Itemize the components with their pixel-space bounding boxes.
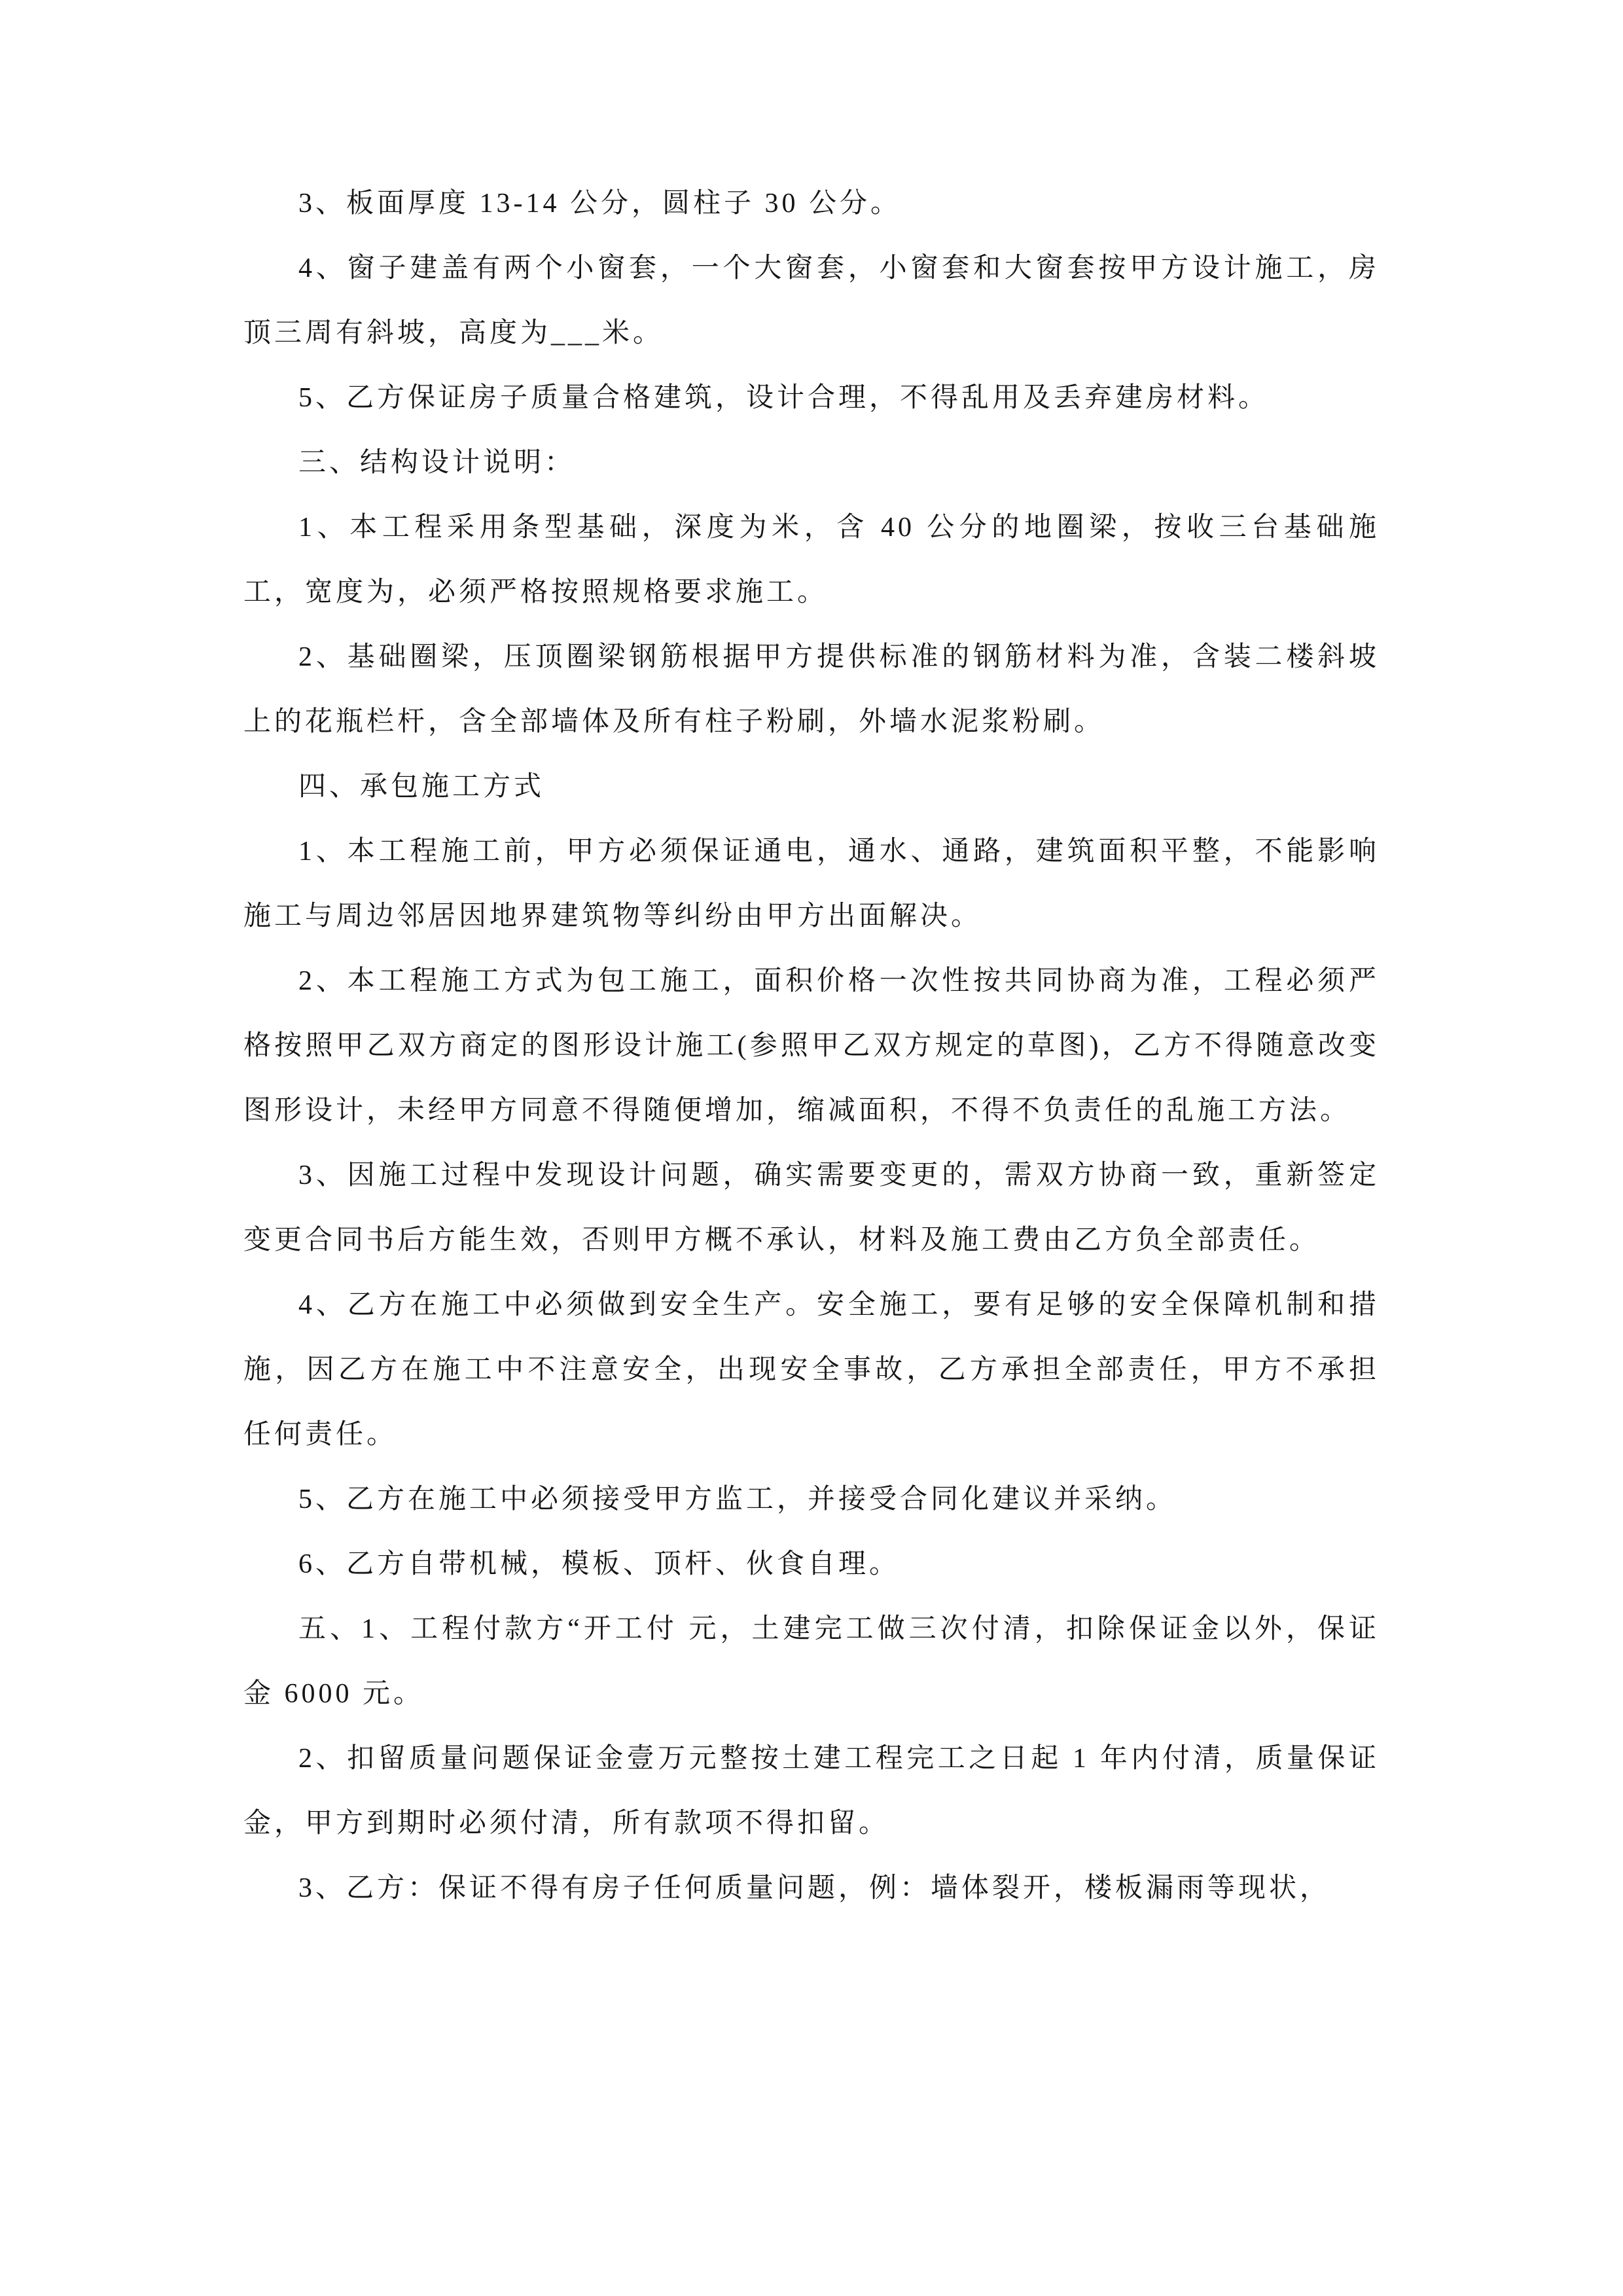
- paragraph-self-provided: 6、乙方自带机械，模板、顶杆、伙食自理。: [298, 1549, 901, 1579]
- paragraph-foundation: 1、本工程采用条型基础，深度为米，含 40 公分的地圈梁，按收三台基础施工，宽度为，必须严格按照规格要求施工。: [243, 512, 1380, 607]
- paragraph-pre-construction: 1、本工程施工前，甲方必须保证通电，通水、通路，建筑面积平整，不能影响施工与周边邻居因地界建筑物等纠纷由甲方出面解决。: [243, 836, 1380, 931]
- paragraph-windows: 4、窗子建盖有两个小窗套，一个大窗套，小窗套和大窗套按甲方设计施工，房顶三周有斜坡，高度为___米。: [243, 253, 1380, 348]
- paragraph-design-change: 3、因施工过程中发现设计问题，确实需要变更的，需双方协商一致，重新签定变更合同书后方能生效，否则甲方概不承认，材料及施工费由乙方负全部责任。: [243, 1160, 1380, 1255]
- section-heading-structure-design: 三、结构设计说明：: [298, 448, 576, 478]
- contract-text-block: [243, 171, 1380, 1921]
- paragraph-quality-promise: 3、乙方：保证不得有房子任何质量问题，例：墙体裂开，楼板漏雨等现状，: [298, 1873, 1331, 1903]
- section-heading-contract-method: 四、承包施工方式: [298, 772, 545, 802]
- paragraph-ring-beam: 2、基础圈梁，压顶圈梁钢筋根据甲方提供标准的钢筋材料为准，含装二楼斜坡上的花瓶栏杆，含全部墙体及所有柱子粉刷，外墙水泥浆粉刷。: [243, 642, 1380, 737]
- paragraph-quality-guarantee: 5、乙方保证房子质量合格建筑，设计合理，不得乱用及丢弃建房材料。: [298, 383, 1270, 413]
- paragraph-payment: 五、1、工程付款方“开工付 元，土建完工做三次付清，扣除保证金以外，保证金 6000 元。: [243, 1614, 1380, 1709]
- paragraph-construction-method: 2、本工程施工方式为包工施工，面积价格一次性按共同协商为准，工程必须严格按照甲乙双方商定的图形设计施工(参照甲乙双方规定的草图)，乙方不得随意改变图形设计，未经甲方同意不得随便增加，缩减面积，不得不负责任的乱施工方法。: [243, 966, 1380, 1126]
- paragraph-safety: 4、乙方在施工中必须做到安全生产。安全施工，要有足够的安全保障机制和措施，因乙方在施工中不注意安全，出现安全事故，乙方承担全部责任，甲方不承担任何责任。: [243, 1290, 1380, 1450]
- paragraph-supervision: 5、乙方在施工中必须接受甲方监工，并接受合同化建议并采纳。: [298, 1484, 1177, 1515]
- paragraph-retention-deposit: 2、扣留质量问题保证金壹万元整按土建工程完工之日起 1 年内付清，质量保证金，甲方到期时必须付清，所有款项不得扣留。: [243, 1744, 1380, 1839]
- paragraph-board-thickness: 3、板面厚度 13-14 公分，圆柱子 30 公分。: [298, 188, 901, 219]
